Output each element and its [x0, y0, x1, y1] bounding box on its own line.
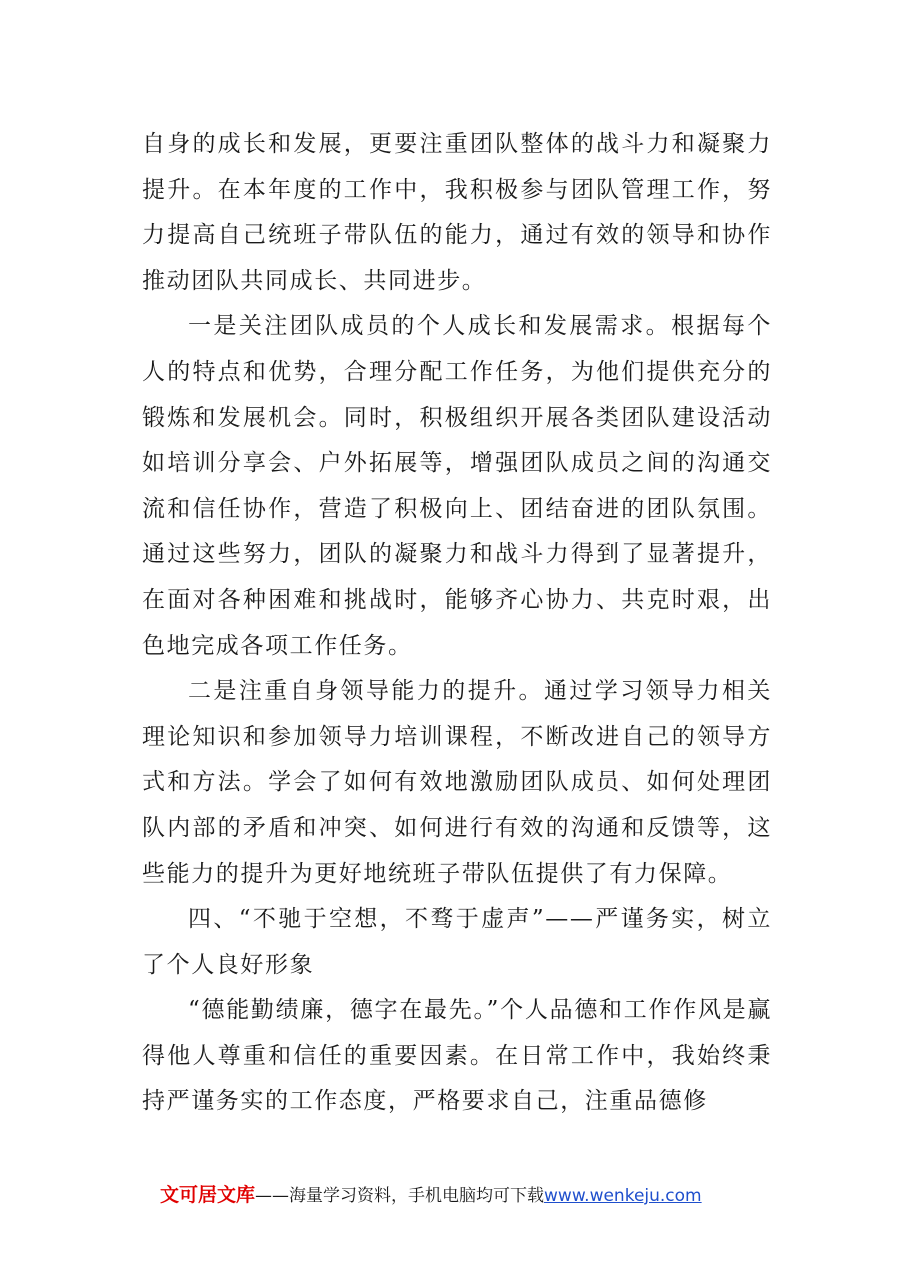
- paragraph-continuation: 自身的成长和发展，更要注重团队整体的战斗力和凝聚力提升。在本年度的工作中，我积极参与团队管理工作，努力提高自己统班子带队伍的能力，通过有效的领导和协作推动团队共同成长、共同进步。: [142, 131, 772, 294]
- paragraph-point-two: 二是注重自身领导能力的提升。通过学习领导力相关理论知识和参加领导力培训课程，不断改进自己的领导方式和方法。学会了如何有效地激励团队成员、如何处理团队内部的矛盾和冲突、如何进行有效的沟通和反馈等，这些能力的提升为更好地统班子带队伍提供了有力保障。: [142, 678, 772, 887]
- footer-brand: 文可居文库: [160, 1184, 256, 1206]
- section-heading-four: 四、“不驰于空想，不骛于虚声”——严谨务实，树立了个人良好形象: [142, 906, 772, 978]
- footer-link[interactable]: www.wenkeju.com: [544, 1186, 702, 1206]
- footer-banner: [160, 1183, 860, 1208]
- document-body: [142, 122, 772, 1125]
- footer-slogan: ——海量学习资料，手机电脑均可下载: [255, 1186, 545, 1206]
- paragraph-section-four: “德能勤绩廉，德字在最先。”个人品德和工作作风是赢得他人尊重和信任的重要因素。在日常工作中，我始终秉持严谨务实的工作态度，严格要求自己，注重品德修: [142, 997, 772, 1115]
- paragraph-point-one: 一是关注团队成员的个人成长和发展需求。根据每个人的特点和优势，合理分配工作任务，为他们提供充分的锻炼和发展机会。同时，积极组织开展各类团队建设活动如培训分享会、户外拓展等，增强团队成员之间的沟通交流和信任协作，营造了积极向上、团结奋进的团队氛围。通过这些努力，团队的凝聚力和战斗力得到了显著提升，在面对各种困难和挑战时，能够齐心协力、共克时艰，出色地完成各项工作任务。: [142, 313, 772, 659]
